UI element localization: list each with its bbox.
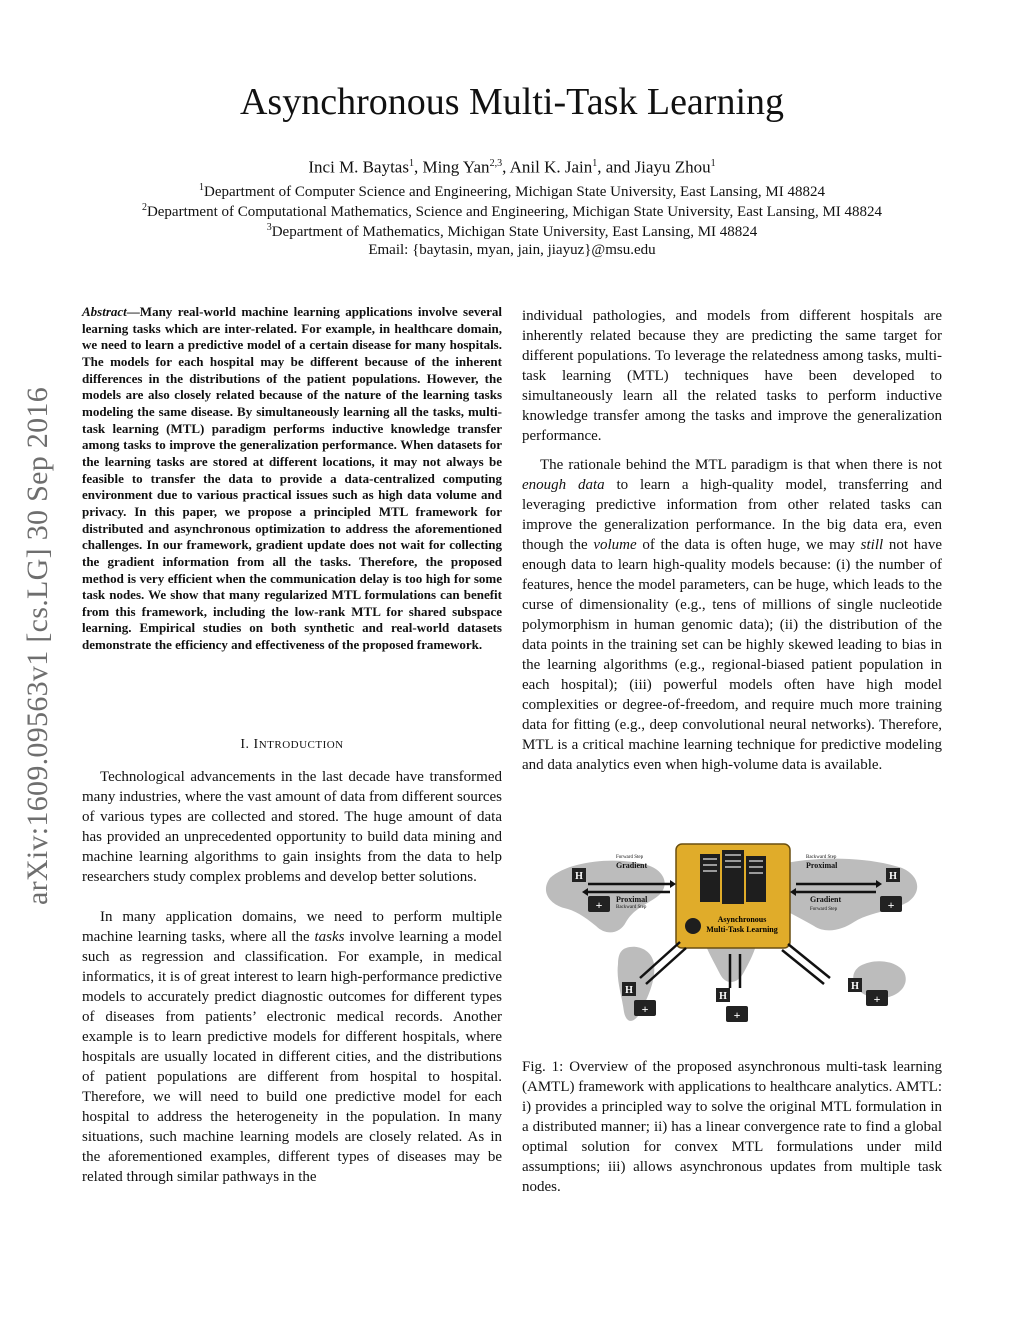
paragraph-text	[82, 907, 502, 1187]
author-name: Ming Yan	[422, 157, 490, 177]
emphasis: still	[860, 537, 884, 553]
abstract-text: Many real-world machine learning applications involve several learning tasks which are inter-related. For example, in healthcare domain, we need to learn a predictive model of a certain disease for many hospitals. The models for each hospital may be different because of the inherent differences in the distributions of the patient populations. However, the models are also closely related because of the nature of the learning tasks modeling the same disease. By simultaneously learning all the tasks, multi-task learning (MTL) paradigm performs inductive knowledge transfer among tasks to improve the generalization performance. When datasets for the learning tasks are stored at different locations, it may not always be feasible to transfer the data to provide a data-centralized computing environment due to various practical issues such as high data volume and privacy. In this paper, we propose a principled MTL framework for distributed and asynchronous optimization to address the aforementioned challenges. In our framework, gradient update does not wait for collecting the gradient information from all the tasks. Therefore, the proposed method is very efficient when the communication delay is too high for some task nodes. We show that many regularized MTL formulations can benefit from this framework, including the low-rank MTL for shared subspace learning. Empirical studies on both synthetic and real-world datasets demonstrate the efficiency and effectiveness of the proposed framework.	[82, 304, 502, 653]
author-list	[0, 154, 1024, 178]
plus-icon: +	[641, 1002, 649, 1016]
text-run: involve learning a model such as regression and classification. For example, in medical informatics, it is of great interest to learn high-performance predictive models to accurately predict diagnostic outcomes for different types of diseases from patients’ electronic medical records. Another example is to learn predictive models for different hospitals, where hospitals are usually located in different cities, and the distributions of patient populations are different from hospital to hospital. Therefore, we will need to build one predictive model for each hospital to address the heterogeneity in the population. In many situations, such machine learning models are closely related. As in the aforementioned examples, different types of diseases may be related through similar pathways in the	[82, 929, 502, 1185]
arrow-label: Proximal	[806, 861, 838, 870]
right-paragraph	[522, 455, 942, 775]
paper-title: Asynchronous Multi-Task Learning	[239, 81, 785, 123]
emphasis: tasks	[314, 929, 345, 945]
figure-caption: Fig. 1: Overview of the proposed asynchronous multi-task learning (AMTL) framework with applications to healthcare analytics. AMTL: i) provides a principled way to solve the original MTL formulation in a distributed manner; ii) has a linear convergence rate to find a global optimal solution for convex MTL formulations under mild assumptions; iii) allows asynchronous updates from multiple task nodes.	[522, 1059, 942, 1195]
affiliation-sup: 2	[141, 202, 147, 213]
plus-icon: +	[733, 1008, 741, 1022]
abstract-label: Abstract	[82, 304, 127, 319]
author-sup: 1	[592, 158, 598, 169]
section-title-initial: I	[253, 737, 259, 752]
affiliation-sup: 1	[199, 182, 205, 193]
section-title-rest: NTRODUCTION	[258, 739, 344, 751]
arrow-label: Forward Step	[616, 855, 644, 860]
center-label-line1: Asynchronous	[717, 915, 767, 924]
author-sup: 1	[408, 158, 414, 169]
hospital-icon-letter: H	[625, 985, 633, 996]
email-line: Email: {baytasin, myan, jain, jiayuz}@msu.edu	[368, 242, 656, 258]
emphasis: volume	[593, 537, 637, 553]
text-run: to learn a high-quality model, transferring and leveraging predictive information from other related tasks can improve the generalization performance. In the big data era, even though the	[522, 477, 943, 553]
section-number: I.	[240, 737, 254, 752]
affiliation-text: Department of Mathematics, Michigan State University, East Lansing, MI 48824	[271, 224, 758, 240]
affiliation-text: Department of Computational Mathematics, Science and Engineering, Michigan State University, East Lansing, MI 48824	[146, 204, 883, 220]
author-sup: 1	[710, 158, 716, 169]
hospital-icon-letter: H	[851, 981, 859, 992]
abstract	[82, 304, 502, 654]
section-heading-introduction	[82, 737, 502, 753]
intro-paragraph	[82, 907, 502, 1187]
amtl-overview-figure	[530, 838, 940, 1038]
author-sup: 2,3	[489, 158, 503, 169]
plus-icon: +	[887, 898, 895, 912]
arrow-label: Backward Step	[616, 905, 647, 910]
hospital-icon-letter: H	[575, 871, 583, 882]
author-name: Jiayu Zhou	[634, 157, 711, 177]
plus-icon: +	[595, 898, 603, 912]
center-label-line2: Multi-Task Learning	[706, 925, 778, 934]
paragraph-text	[522, 455, 942, 775]
plus-icon: +	[873, 992, 881, 1006]
arxiv-stamp-text: arXiv:1609.09563v1 [cs.LG] 30 Sep 2016	[21, 386, 55, 906]
separator: ,	[413, 157, 423, 177]
arrow-label: Backward Step	[806, 855, 837, 860]
separator: , and	[597, 157, 635, 177]
text-run: not have enough data to learn high-quality models because: (i) the number of features, hence the model parameters, can be huge, which leads to the curse of dimensionality (e.g., tens of millions of single nucleotide polymorphism in human genomic data); (ii) the distribution of the data points in the training set can be highly skewed leading to bias in the learning algorithms (e.g., regional-biased patient population in each hospital); (iii) powerful models often have high model complexities or degree-of-freedom, and require much more training data for fitting (e.g., deep convolutional neural networks). Therefore, MTL is a critical machine learning technique for predictive modeling and data analytics even when high-volume data is available.	[522, 537, 942, 773]
separator: ,	[502, 157, 510, 177]
right-paragraph	[522, 306, 942, 446]
affiliation-text: Department of Computer Science and Engineering, Michigan State University, East Lansing, MI 48824	[204, 184, 825, 200]
hospital-node	[716, 988, 748, 1022]
affiliation	[0, 218, 1024, 242]
intro-paragraph	[82, 767, 502, 887]
arxiv-stamp	[16, 346, 60, 946]
arrow-label: Proximal	[616, 895, 648, 904]
arrow-label: Gradient	[616, 861, 648, 870]
arrow-label: Gradient	[810, 895, 842, 904]
paragraph-text: individual pathologies, and models from different hospitals are inherently related because they are predicting the same target for different populations. To leverage the relatedness among tasks, multi-task learning (MTL) techniques have been developed to simultaneously learn all the related tasks to perform inductive knowledge transfer among the tasks and improve the generalization performance.	[522, 308, 942, 444]
affiliation-sup: 3	[266, 222, 272, 233]
text-run: In many application domains, we need to perform multiple machine learning tasks, where all the	[82, 909, 502, 945]
emphasis: enough data	[522, 477, 605, 493]
text-run: The rationale behind the MTL paradigm is that when there is not	[540, 457, 942, 473]
paragraph-text: Technological advancements in the last decade have transformed many industries, where the vast amount of data from different sources of various types are collected and stored. The huge amount of data has provided an unprecedented opportunity to build data mining and machine learning algorithms to gain insights from the data to help researchers study complex problems and develop better solutions.	[82, 769, 503, 885]
hospital-icon-letter: H	[719, 991, 727, 1002]
abstract-dash: —	[126, 304, 140, 319]
author-name: Anil K. Jain	[509, 157, 593, 177]
arrow-label: Forward Step	[810, 907, 838, 912]
hospital-icon-letter: H	[889, 871, 897, 882]
author-name: Inci M. Baytas	[308, 157, 409, 177]
amtl-logo-icon	[685, 918, 701, 934]
text-run: of the data is often huge, we may	[636, 537, 861, 553]
